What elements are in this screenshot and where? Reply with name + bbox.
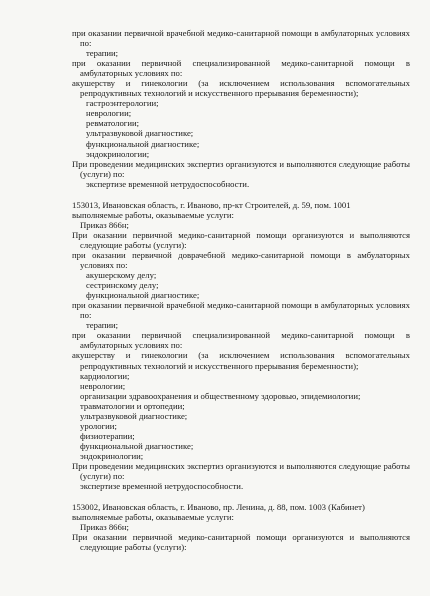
document-line: гастроэнтерологии; (86, 98, 159, 109)
section-gap (72, 491, 410, 502)
document-line: 153002, Ивановская область, г. Иваново, пр. Ленина, д. 88, пом. 1003 (Кабинет) (72, 502, 365, 513)
document-line: функциональной диагностике; (86, 138, 200, 149)
document-line: При оказании первичной медико-санитарной помощи организуются и выполняются следующие работы (услуги): (72, 229, 410, 250)
document-line: акушерскому делу; (86, 270, 157, 281)
document-line: ультразвуковой диагностике; (80, 410, 188, 421)
document-line: экспертизе временной нетрудоспособности. (80, 481, 244, 492)
document-line: эндокринологии; (80, 450, 144, 461)
document-line: Приказ 866н; (80, 219, 129, 230)
document-line: эндокринологии; (86, 148, 150, 159)
document-line: травматологии и ортопедии; (80, 400, 185, 411)
document-line: терапии; (86, 48, 119, 59)
document-line: при оказании первичной специализированной медико-санитарной помощи в амбулаторных условиях по: (72, 58, 410, 79)
document-line: функциональной диагностике; (80, 440, 194, 451)
document-line: акушерству и гинекологии (за исключением использования вспомогательных репродуктивных технологий и искусственного прерывания беременности); (72, 350, 410, 371)
document-line: неврологии; (86, 108, 132, 119)
document-line: при оказании первичной специализированной медико-санитарной помощи в амбулаторных условиях по: (72, 330, 410, 351)
document-line: При проведении медицинских экспертиз организуются и выполняются следующие работы (услуги) по: (72, 158, 410, 179)
document-line: сестринскому делу; (86, 280, 159, 291)
document-line: ультразвуковой диагностике; (86, 128, 194, 139)
document-line: При проведении медицинских экспертиз организуются и выполняются следующие работы (услуги) по: (72, 460, 410, 482)
document-line: при оказании первичной врачебной медико-санитарной помощи в амбулаторных условиях по: (72, 28, 410, 49)
document-line: при оказании первичной врачебной медико-санитарной помощи в амбулаторных условиях по: (72, 300, 410, 321)
document-line: организации здравоохранения и общественному здоровью, эпидемиологии; (80, 390, 361, 401)
document-line: При оказании первичной медико-санитарной помощи организуются и выполняются следующие работы (услуги): (72, 532, 410, 553)
document-line: функциональной диагностике; (86, 290, 200, 301)
document-line: Приказ 866н; (80, 522, 129, 533)
document-line: физиотерапии; (80, 430, 135, 441)
document-line: урологии; (80, 420, 117, 431)
document-line: экспертизе временной нетрудоспособности. (86, 178, 250, 189)
document-line: выполняемые работы, оказываемые услуги: (72, 209, 234, 220)
document-line: кардиологии; (80, 370, 130, 381)
document-line: акушерству и гинекологии (за исключением использования вспомогательных репродуктивных технологий и искусственного прерывания беременности); (72, 78, 410, 99)
section-gap (72, 189, 410, 200)
document-line: выполняемые работы, оказываемые услуги: (72, 512, 234, 523)
document-line: неврологии; (80, 380, 126, 391)
document-line: при оказании первичной доврачебной медико-санитарной помощи в амбулаторных условиях по: (72, 249, 410, 271)
document-line: терапии; (86, 320, 119, 331)
document-line: ревматологии; (86, 118, 140, 129)
document-line: 153013, Ивановская область, г. Иваново, пр-кт Строителей, д. 59, пом. 1001 (72, 199, 351, 210)
